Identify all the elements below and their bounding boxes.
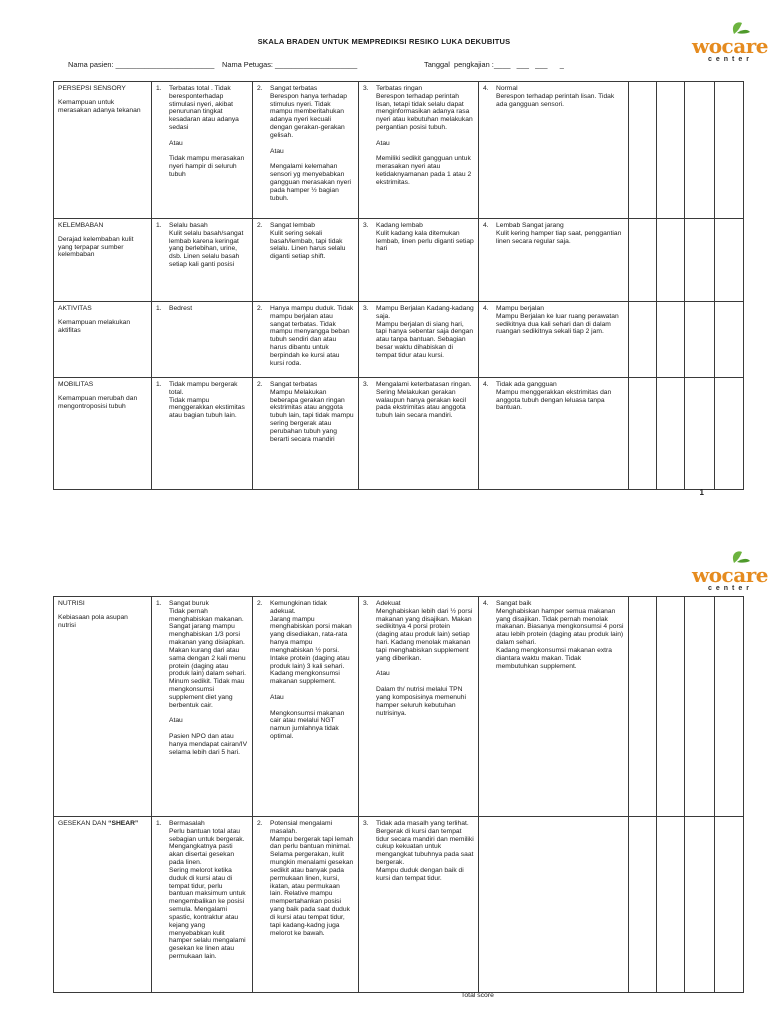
score-option-cell[interactable]: [253, 597, 359, 817]
score-entry-cell[interactable]: [657, 378, 685, 490]
score-description: Bermasalah Perlu bantuan total atau sebagian untuk bergerak. Mengangkatnya pasti akan disertai gesekan pada linen. Sering melorot ketika duduk di kursi atau di tempat tidur, perlu bantuan maksimum untuk mengembalikan ke posisi semula. Mengalami spastic, kontraktur atau kejang yang menyebabkan kulit hamper selalu mengalami gesekan ke linen atau permukaan lain.: [169, 820, 246, 961]
score-description: Mengalami keterbatasan ringan. Sering Melakukan gerakan walaupun hanya gerakan kecil pada ekstrimitas atau anggota tubuh lain secara mandiri.: [376, 381, 472, 420]
score-entry-cell[interactable]: [715, 597, 744, 817]
officer-name-field[interactable]: Nama Petugas: ____________________: [222, 60, 358, 69]
score-description: Sangat terbatas Berespon hanya terhadap stimulus nyeri. Tidak mampu memberitahukan adanya nyeri kecuali dengan gerakan-gerakan gelisah. Atau Mengalami kelemahan sensori yg menyebabkan gangguan merasakan nyeri pada hamper ½ bagian tubuh.: [270, 85, 352, 202]
score-number: 2.: [257, 305, 263, 312]
risk-factor-name-text: AKTIVITAS: [58, 305, 92, 312]
logo-subtext: center: [708, 56, 754, 63]
score-option-cell[interactable]: [359, 82, 479, 219]
risk-factor-cell: [54, 378, 152, 490]
score-description: Adekuat Menghabiskan lebih dari ½ porsi makanan yang disajikan. Makan sedikitnya 4 porsi protein (daging atau produk lain) setiap hari. Kadang menolak makanan tapi menghabiskan supplement yang diberikan. Atau Dalam th/ nutrisi melalui TPN yang komposisinya memenuhi hamper seluruh kebutuhan nutrisinya.: [376, 600, 473, 717]
score-description: Sangat baik Menghabiskan hamper semua makanan yang disajikan. Tidak pernah menolak makanan. Biasanya mengkonsumsi 4 porsi atau lebih protein (daging atau produk lain) dalam sehari. Kadang mengkonsumsi makanan extra diantara waktu makan. Tidak membutuhkan supplement.: [496, 600, 624, 670]
assessment-date-field[interactable]: ____ ___ ___ _: [494, 60, 564, 69]
braden-page-1: [0, 0, 768, 510]
score-option-cell[interactable]: [359, 219, 479, 302]
score-entry-cell[interactable]: [715, 817, 744, 993]
logo-subtext: center: [708, 585, 754, 592]
score-number: 1.: [156, 381, 162, 388]
score-description: Potensial mengalami masalah. Mampu bergerak tapi lemah dan perlu bantuan minimal. Selama pergerakan, kulit mungkin menalami gesekan sedikit atau banyak pada permukaan linen, kursi, ikatan, atau permukaan lain. Relative mampu mempertahankan posisi yang baik pada saat duduk di kursi atau tempat tidur, tapi kadang-kadng juga melorot ke bawah.: [270, 820, 354, 937]
score-entry-cell[interactable]: [685, 82, 715, 219]
score-description: Kadang lembab Kulit kadang kala ditemukan lembab, linen perlu diganti setiap hari: [376, 222, 474, 253]
score-description: Tidak mampu bergerak total. Tidak mampu menggerakkan ekstimitas atau bagian tubuh lain.: [169, 381, 245, 420]
score-entry-cell[interactable]: [657, 817, 685, 993]
risk-factor-cell: [54, 302, 152, 378]
score-number: 4.: [483, 600, 489, 607]
score-option-cell[interactable]: [479, 378, 629, 490]
score-description: Terbatas total . Tidak beresponterhadap stimulasi nyeri, akibat penurunan tingkat kesadaran atau adanya sedasi Atau Tidak mampu merasakan nyeri hampir di seluruh tubuh: [169, 85, 245, 179]
score-number: 1.: [156, 600, 162, 607]
score-description: Mampu berjalan Mampu Berjalan ke luar ruang perawatan sedikitnya dua kali sehari dan di dalam ruangan sedikitnya sekali tiap 2 jam.: [496, 305, 619, 336]
score-number: 4.: [483, 305, 489, 312]
risk-factor-cell: [54, 82, 152, 219]
score-entry-cell[interactable]: [629, 597, 657, 817]
assessment-row: [54, 219, 744, 302]
score-entry-cell[interactable]: [685, 597, 715, 817]
score-option-cell[interactable]: [479, 302, 629, 378]
score-number: 3.: [363, 85, 369, 92]
score-entry-cell[interactable]: [685, 378, 715, 490]
assessment-row: [54, 597, 744, 817]
score-description: Tidak ada masalh yang terlihat. Bergerak di kursi dan tempat tidur secara mandiri dan memiliki cukup kekuatan untuk mengangkat tubuhnya pada saat bergerak. Mampu duduk dengan baik di kursi dan tempat tidur.: [376, 820, 474, 882]
risk-factor-description: Kebiasaan pola asupan nutrisi: [58, 613, 128, 629]
braden-table-page2: [53, 596, 744, 993]
score-entry-cell[interactable]: [685, 817, 715, 993]
assessment-row: [54, 817, 744, 993]
score-description: Sangat terbatas Mampu Melakukan beberapa gerakan ringan ekstrimitas atau anggota tubuh lain, tapi tidak mampu sering bergerak atau perubahan tubuh yang berarti secara mandiri: [270, 381, 354, 443]
score-number: 3.: [363, 381, 369, 388]
risk-factor-description: Derajad kelembaban kulit yang terpapar sumber kelembaban: [58, 235, 134, 259]
patient-name-field[interactable]: Nama pasien: ________________________: [68, 60, 215, 69]
score-description: Hanya mampu duduk. Tidak mampu berjalan atau sangat terbatas. Tidak mampu menyangga beban tubuh sendiri dan atau harus dibantu untuk berpindah ke kursi atau kursi roda.: [270, 305, 354, 367]
risk-factor-cell: [54, 597, 152, 817]
score-option-cell[interactable]: [479, 817, 629, 993]
score-description: Tidak ada gangguan Mampu menggerakkan ekstrimitas dan anggota tubuh dengan leluasa tanpa bantuan.: [496, 381, 612, 412]
score-entry-cell[interactable]: [715, 302, 744, 378]
score-number: 4.: [483, 222, 489, 229]
risk-factor-name: [58, 381, 147, 389]
risk-factor-name-text: MOBILITAS: [58, 381, 94, 388]
score-number: 3.: [363, 305, 369, 312]
score-entry-cell[interactable]: [657, 302, 685, 378]
score-entry-cell[interactable]: [685, 302, 715, 378]
risk-factor-description: Kemampuan untuk merasakan adanya tekanan: [58, 98, 141, 114]
score-description: Lembab Sangat jarang Kulit kering hamper tiap saat, penggantian linen secara regular saja.: [496, 222, 622, 245]
score-entry-cell[interactable]: [657, 597, 685, 817]
score-number: 4.: [483, 381, 489, 388]
score-description: Terbatas ringan Berespon terhadap perintah lisan, tetapi tidak selalu dapat menginformasikan adanya rasa nyeri atau kebutuhan melakukan pergantian posisi tubuh. Atau Memiliki sedikit gangguan untuk merasakan nyeri atau ketidaknyamanan pada 1 atau 2 ekstrimitas.: [376, 85, 473, 186]
risk-factor-cell: [54, 219, 152, 302]
score-option-cell[interactable]: [152, 378, 253, 490]
score-number: 1.: [156, 305, 162, 312]
risk-factor-name-text: GESEKAN DAN: [58, 820, 109, 827]
score-description: Selalu basah Kulit selalu basah/sangat lembab karena keringat yang berlebihan, urine, dsb. Linen selalu basah setiap kali ganti posisi: [169, 222, 244, 269]
score-number: 4.: [483, 85, 489, 92]
score-option-cell[interactable]: [253, 378, 359, 490]
score-option-cell[interactable]: [253, 302, 359, 378]
score-entry-cell[interactable]: [629, 82, 657, 219]
risk-factor-description: Kemampuan melakukan aktifitas: [58, 318, 131, 334]
score-number: 3.: [363, 222, 369, 229]
score-description: Sangat lembab Kulit sering sekali basah/lembab, tapi tidak selalu. Linen harus selalu diganti setiap shift.: [270, 222, 346, 261]
assessment-date-label: Tanggal pengkajian :: [424, 60, 494, 69]
score-number: 1.: [156, 820, 162, 827]
assessment-row: [54, 82, 744, 219]
score-option-cell[interactable]: [152, 219, 253, 302]
score-number: 2.: [257, 85, 263, 92]
score-number: 2.: [257, 222, 263, 229]
total-score-label: Total score: [461, 992, 494, 999]
score-option-cell[interactable]: [253, 82, 359, 219]
score-number: 1.: [156, 85, 162, 92]
score-option-cell[interactable]: [359, 597, 479, 817]
score-option-cell[interactable]: [359, 378, 479, 490]
score-entry-cell[interactable]: [629, 378, 657, 490]
score-description: Bedrest: [169, 305, 193, 312]
score-entry-cell[interactable]: [715, 378, 744, 490]
score-entry-cell[interactable]: [657, 82, 685, 219]
score-entry-cell[interactable]: [629, 219, 657, 302]
score-option-cell[interactable]: [152, 302, 253, 378]
logo-wordmark: wocare: [692, 563, 768, 587]
score-option-cell[interactable]: [253, 219, 359, 302]
risk-factor-name: [58, 85, 147, 93]
risk-factor-cell: [54, 817, 152, 993]
score-option-cell[interactable]: [479, 82, 629, 219]
risk-factor-name: [58, 305, 147, 313]
score-number: 2.: [257, 381, 263, 388]
risk-factor-name-text: KELEMBABAN: [58, 222, 104, 229]
score-entry-cell[interactable]: [685, 219, 715, 302]
score-entry-cell[interactable]: [629, 302, 657, 378]
score-entry-cell[interactable]: [715, 82, 744, 219]
score-description: Sangat buruk Tidak pernah menghabiskan makanan. Sangat jarang mampu menghabiskan 1/3 porsi makanan yang disiapkan. Makan kurang dari atau sama dengan 2 kali menu protein (daging atau produk lain) dalam sehari. Minum sedikit. Tidak mau mengkonsumsi supplement diet yang berbentuk cair. Atau Pasien NPO dan atau hanya mendapat cairan/IV selama lebih dari 5 hari.: [169, 600, 248, 756]
score-option-cell[interactable]: [152, 817, 253, 993]
risk-factor-name-bold: “SHEAR”: [108, 820, 139, 827]
score-option-cell[interactable]: [479, 597, 629, 817]
score-option-cell[interactable]: [479, 219, 629, 302]
score-entry-cell[interactable]: [715, 219, 744, 302]
assessment-row: [54, 302, 744, 378]
score-entry-cell[interactable]: [629, 817, 657, 993]
risk-factor-name-text: PERSEPSI SENSORY: [58, 85, 126, 92]
risk-factor-description: Kemampuan merubah dan mengontroposisi tubuh: [58, 394, 138, 410]
assessment-row: [54, 378, 744, 490]
logo-wordmark: wocare: [692, 34, 768, 58]
score-description: Kemungkinan tidak adekuat. Jarang mampu menghabiskan porsi makan yang disediakan, rata-rata hanya mampu menghabiskan ½ porsi. Intake protein (daging atau produk lain) 3 kali sehari. Kadang mengkonsumsi makanan supplement. Atau Mengkonsumsi makanan cair atau melalui NGT namun jumlahnya tidak optimal.: [270, 600, 352, 741]
score-option-cell[interactable]: [253, 817, 359, 993]
score-option-cell[interactable]: [152, 597, 253, 817]
score-option-cell[interactable]: [152, 82, 253, 219]
score-description: Normal Berespon terhadap perintah lisan. Tidak ada gangguan sensori.: [496, 85, 615, 108]
risk-factor-name-text: NUTRISI: [58, 600, 85, 607]
score-number: 3.: [363, 600, 369, 607]
score-number: 2.: [257, 820, 263, 827]
braden-table-page1: [53, 81, 744, 490]
score-entry-cell[interactable]: [657, 219, 685, 302]
risk-factor-name: [58, 600, 147, 608]
risk-factor-name: [58, 222, 147, 230]
risk-factor-name: [58, 820, 147, 828]
score-option-cell[interactable]: [359, 817, 479, 993]
page-number: 1: [699, 488, 704, 497]
wocare-logo: [690, 549, 768, 592]
document-title: SKALA BRADEN UNTUK MEMPREDIKSI RESIKO LUKA DEKUBITUS: [257, 37, 511, 46]
score-number: 2.: [257, 600, 263, 607]
score-number: 1.: [156, 222, 162, 229]
score-number: 3.: [363, 820, 369, 827]
score-option-cell[interactable]: [359, 302, 479, 378]
score-description: Mampu Berjalan Kadang-kadang saja. Mampu berjalan di siang hari, tapi hanya sebentar saja dengan atau tanpa bantuan. Sebagian besar waktu dihabiskan di tempat tidur atau kursi.: [376, 305, 474, 359]
